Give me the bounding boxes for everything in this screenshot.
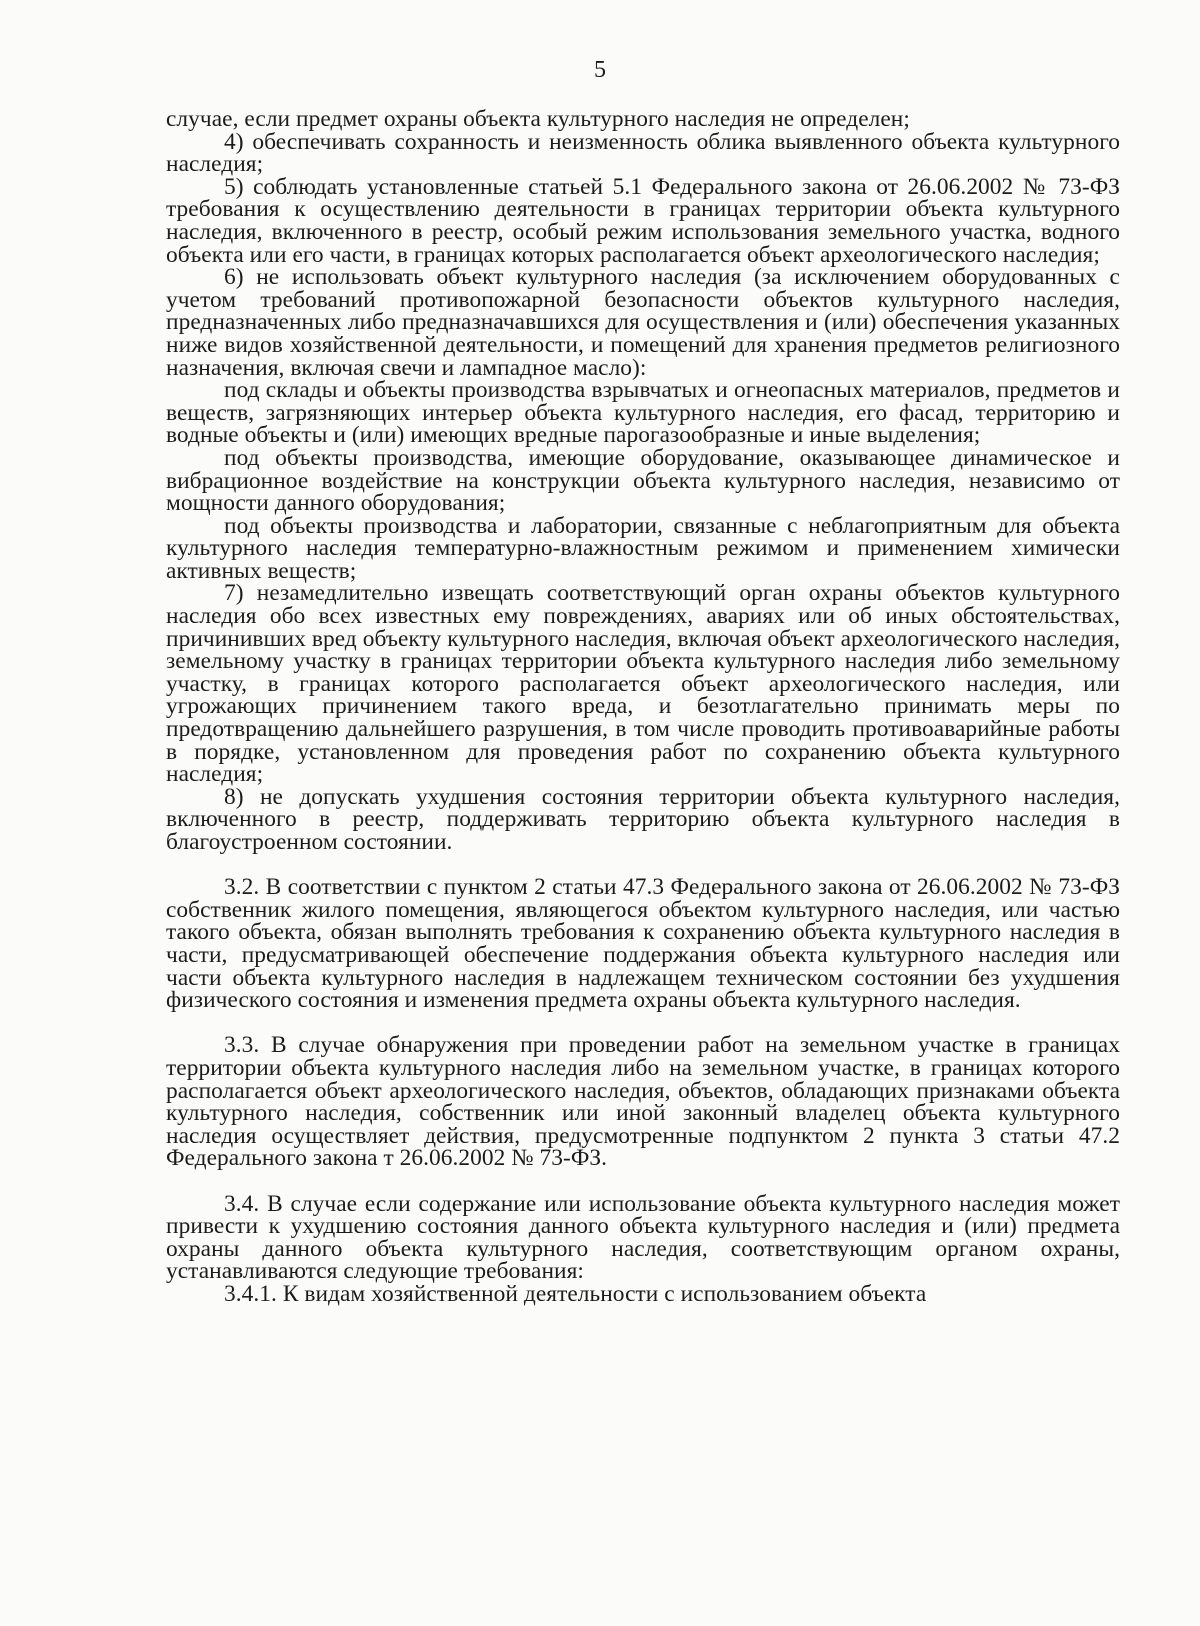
- paragraph-item-6-warehouses: под склады и объекты производства взрывчатых и огнеопасных материалов, предметов и веществ, загрязняющих интерьер объекта культурного наследия, его фасад, территорию и водные объекты и (или) имеющих вредные парогазообразные и иные выделения;: [166, 377, 1120, 449]
- paragraph-item-4: 4) обеспечивать сохранность и неизменность облика выявленного объекта культурного наследия;: [166, 128, 1120, 178]
- paragraph-item-8: 8) не допускать ухудшения состояния территории объекта культурного наследия, включенного в реестр, поддерживать территорию объекта культурного наследия в благоустроенном состоянии.: [166, 783, 1120, 855]
- paragraph-item-7: 7) незамедлительно извещать соответствующий орган охраны объектов культурного наследия обо всех известных ему повреждениях, авариях или об иных обстоятельствах, причинивших вред объекту культурного наследия, включая объект археологического наследия, земельному участку в границах территории объекта культурного наследия либо земельному участку, в границах которого располагается объект археологического наследия, или угрожающих причинением такого вреда, и безотлагательно принимать меры по предотвращению дальнейшего разрушения, в том числе проводить противоаварийные работы в порядке, установленном для проведения работ по сохранению объекта культурного наследия;: [166, 580, 1120, 788]
- document-body: [166, 108, 1120, 1305]
- page-number: 5: [594, 57, 606, 83]
- paragraph-section-3-4-1: 3.4.1. К видам хозяйственной деятельности с использованием объекта: [224, 1280, 927, 1307]
- paragraph-item-5: 5) соблюдать установленные статьей 5.1 Федерального закона от 26.06.2002 № 73-ФЗ требования к осуществлению деятельности в границах территории объекта культурного наследия, включенного в реестр, особый режим использования земельного участка, водного объекта или его части, в границах которых располагается объект археологического наследия;: [166, 173, 1120, 268]
- paragraph-section-3-3: 3.3. В случае обнаружения при проведении работ на земельном участке в границах территории объекта культурного наследия либо на земельном участке, в границах которого располагается объект археологического наследия, объектов, обладающих признаками объекта культурного наследия, собственник или иной законный владелец объекта культурного наследия осуществляет действия, предусмотренные подпунктом 2 пункта 3 статьи 47.2 Федерального закона т 26.06.2002 № 73-ФЗ.: [166, 1032, 1120, 1172]
- paragraph-item-6-production: под объекты производства, имеющие оборудование, оказывающее динамическое и вибрационное воздействие на конструкции объекта культурного наследия, независимо от мощности данного оборудования;: [166, 444, 1120, 517]
- paragraph-item-6: 6) не использовать объект культурного наследия (за исключением оборудованных с учетом требований противопожарной безопасности объектов культурного наследия, предназначенных либо предназначавшихся для осуществления и (или) обеспечения указанных ниже видов хозяйственной деятельности, и помещений для хранения предметов религиозного назначения, включая свечи и лампадное масло):: [166, 264, 1120, 381]
- paragraph-section-3-2: 3.2. В соответствии с пунктом 2 статьи 47.3 Федерального закона от 26.06.2002 № 73-ФЗ собственник жилого помещения, являющегося объектом культурного наследия, или частью такого объекта, обязан выполнять требования к сохранению объекта культурного наследия в части, предусматривающей обеспечение поддержания объекта культурного наследия или части объекта культурного наследия в надлежащем техническом состоянии без ухудшения физического состояния и изменения предмета охраны объекта культурного наследия.: [166, 874, 1120, 1014]
- paragraph-continuation: случае, если предмет охраны объекта культурного наследия не определен;: [166, 106, 910, 132]
- paragraph-item-6-laboratories: под объекты производства и лаборатории, связанные с неблагоприятным для объекта культурного наследия температурно-влажностным режимом и применением химически активных веществ;: [166, 512, 1120, 584]
- paragraph-section-3-4: 3.4. В случае если содержание или использование объекта культурного наследия может привести к ухудшению состояния данного объекта культурного наследия и (или) предмета охраны данного объекта культурного наследия, соответствующим органом охраны, устанавливаются следующие требования:: [166, 1190, 1120, 1285]
